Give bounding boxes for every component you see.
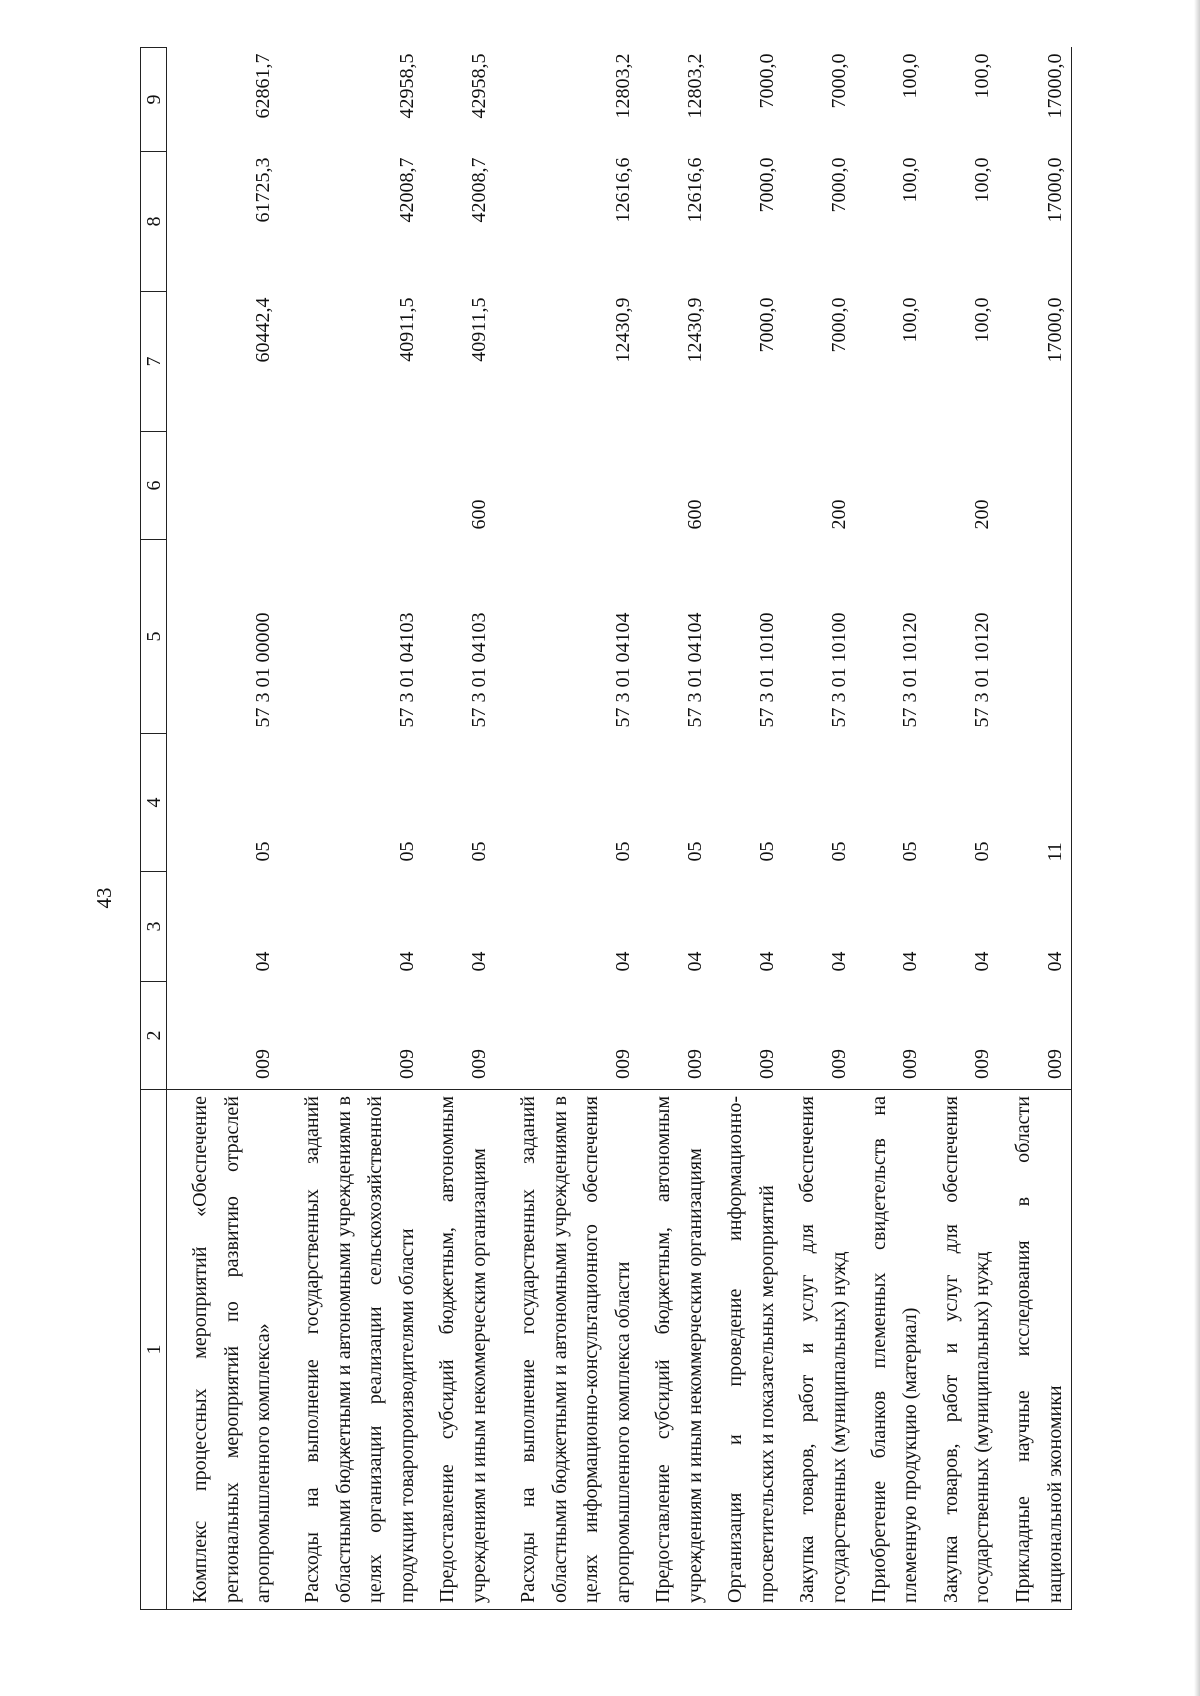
cell-amount-col7: 17000,0 — [999, 292, 1072, 432]
table-row — [167, 48, 280, 1610]
cell-section: 04 — [899, 951, 922, 972]
header-cell-7: 7 — [141, 292, 167, 432]
cell-ministry-code: 009 — [971, 1049, 994, 1079]
cell-expense-type — [711, 432, 783, 540]
cell-section: 04 — [971, 951, 994, 972]
header-cell-5: 5 — [141, 540, 167, 734]
row-name: Организация и проведение информационно-просветительских и показательных мероприятий — [711, 1090, 783, 1610]
cell-ministry-code: 009 — [755, 1049, 778, 1079]
cell-amount-col7: 60442,4 — [252, 297, 275, 363]
cell-amount-col8: 12616,6 — [611, 157, 634, 223]
cell-section: 04 — [755, 951, 778, 972]
cell-target-article: 57 3 01 04104 — [683, 612, 706, 728]
cell-expense-type — [280, 432, 424, 540]
cell-amount-col9: 42958,5 — [467, 53, 490, 119]
cell-target-article: 57 3 01 10100 — [827, 612, 850, 728]
cell-expense-type — [855, 432, 927, 540]
cell-amount-col9: 7000,0 — [827, 53, 850, 109]
cell-amount-col8: 42008,7 — [395, 157, 418, 223]
table-row — [280, 48, 424, 1610]
cell-amount-col9: 7000,0 — [755, 53, 778, 109]
cell-amount-col7: 7000,0 — [755, 297, 778, 353]
header-row — [141, 48, 167, 1610]
cell-amount-col9: 42958,5 — [395, 53, 418, 119]
cell-ministry-code: 009 — [611, 1049, 634, 1079]
cell-section: 04 — [395, 951, 418, 972]
row-name: Расходы на выполнение государственных заданий областными бюджетными и автономными учреждениями в целях организации реализации сельскохозяйственной продукции товаропроизводителями области — [280, 1090, 424, 1610]
page-number: 43 — [92, 887, 116, 909]
row-name: Предоставление субсидий бюджетным, автономным учреждениям и иным некоммерческим организациям — [423, 1090, 495, 1610]
header-cell-2: 2 — [141, 982, 167, 1090]
table-row — [495, 48, 639, 1610]
cell-amount-col9: 12803,2 — [683, 53, 706, 119]
header-cell-4: 4 — [141, 734, 167, 872]
cell-amount-col9: 62861,7 — [252, 53, 275, 119]
cell-target-article: 57 3 01 04103 — [467, 612, 490, 728]
cell-target-article: 57 3 01 10120 — [899, 612, 922, 728]
cell-amount-col9: 100,0 — [899, 53, 922, 99]
cell-ministry-code: 009 — [899, 1049, 922, 1079]
cell-section: 04 — [827, 951, 850, 972]
header-cell-3: 3 — [141, 872, 167, 982]
cell-subsection: 05 — [611, 841, 634, 862]
cell-amount-col7: 12430,9 — [683, 297, 706, 363]
cell-subsection: 05 — [467, 841, 490, 862]
cell-subsection: 05 — [683, 841, 706, 862]
cell-subsection: 05 — [827, 841, 850, 862]
cell-expense-type: 200 — [827, 499, 850, 530]
cell-amount-col8: 42008,7 — [467, 157, 490, 223]
cell-amount-col7: 100,0 — [971, 297, 994, 343]
cell-target-article: 57 3 01 10100 — [755, 612, 778, 728]
header-cell-8: 8 — [141, 152, 167, 292]
row-name: Комплекс процессных мероприятий «Обеспечение региональных мероприятий по развитию отраслей агропромышленного комплекса» — [167, 1090, 280, 1610]
cell-target-article — [999, 540, 1072, 734]
cell-ministry-code: 009 — [467, 1049, 490, 1079]
budget-table — [140, 47, 1072, 1610]
cell-amount-col9: 17000,0 — [999, 48, 1072, 152]
header-cell-6: 6 — [141, 432, 167, 540]
row-name: Расходы на выполнение государственных заданий областными бюджетными и автономными учреждениями в целях информационно-консультационного обеспечения агропромышленного комплекса области — [495, 1090, 639, 1610]
cell-amount-col8: 17000,0 — [999, 152, 1072, 292]
cell-amount-col8: 100,0 — [971, 157, 994, 203]
cell-amount-col9: 12803,2 — [611, 53, 634, 119]
cell-ministry-code: 009 — [999, 982, 1072, 1090]
row-name: Прикладные научные исследования в области национальной экономики — [999, 1090, 1072, 1610]
table-row — [927, 48, 999, 1610]
cell-amount-col8: 7000,0 — [827, 157, 850, 213]
cell-amount-col7: 100,0 — [899, 297, 922, 343]
cell-ministry-code: 009 — [683, 1049, 706, 1079]
cell-expense-type — [999, 432, 1072, 540]
table-row — [423, 48, 495, 1610]
cell-section: 04 — [467, 951, 490, 972]
cell-subsection: 05 — [899, 841, 922, 862]
table-row — [999, 48, 1072, 1610]
cell-subsection: 05 — [971, 841, 994, 862]
cell-target-article: 57 3 01 10120 — [971, 612, 994, 728]
cell-expense-type — [167, 432, 280, 540]
cell-expense-type: 600 — [683, 499, 706, 530]
cell-subsection: 05 — [395, 841, 418, 862]
cell-subsection: 11 — [999, 734, 1072, 872]
cell-expense-type: 200 — [971, 499, 994, 530]
cell-ministry-code: 009 — [827, 1049, 850, 1079]
cell-amount-col7: 7000,0 — [827, 297, 850, 353]
cell-expense-type: 600 — [467, 499, 490, 530]
cell-amount-col8: 61725,3 — [252, 157, 275, 223]
table-row — [855, 48, 927, 1610]
cell-amount-col7: 12430,9 — [611, 297, 634, 363]
table-row — [639, 48, 711, 1610]
table-row — [783, 48, 855, 1610]
cell-ministry-code: 009 — [395, 1049, 418, 1079]
row-name: Предоставление субсидий бюджетным, автономным учреждениям и иным некоммерческим организациям — [639, 1090, 711, 1610]
cell-ministry-code: 009 — [252, 1049, 275, 1079]
cell-target-article: 57 3 01 04103 — [395, 612, 418, 728]
cell-section: 04 — [611, 951, 634, 972]
cell-amount-col8: 7000,0 — [755, 157, 778, 213]
cell-amount-col7: 40911,5 — [395, 297, 418, 362]
table-row — [711, 48, 783, 1610]
cell-section: 04 — [252, 951, 275, 972]
row-name: Приобретение бланков племенных свидетельств на племенную продукцию (материал) — [855, 1090, 927, 1610]
cell-amount-col8: 100,0 — [899, 157, 922, 203]
header-cell-1: 1 — [141, 1090, 167, 1610]
cell-target-article: 57 3 01 00000 — [252, 612, 275, 728]
cell-subsection: 05 — [755, 841, 778, 862]
cell-target-article: 57 3 01 04104 — [611, 612, 634, 728]
cell-section: 04 — [999, 872, 1072, 982]
cell-amount-col7: 40911,5 — [467, 297, 490, 362]
header-cell-9: 9 — [141, 48, 167, 152]
row-name: Закупка товаров, работ и услуг для обеспечения государственных (муниципальных) нужд — [927, 1090, 999, 1610]
cell-subsection: 05 — [252, 841, 275, 862]
cell-amount-col9: 100,0 — [971, 53, 994, 99]
cell-amount-col8: 12616,6 — [683, 157, 706, 223]
cell-section: 04 — [683, 951, 706, 972]
row-name: Закупка товаров, работ и услуг для обеспечения государственных (муниципальных) нужд — [783, 1090, 855, 1610]
rotated-page — [0, 53, 1200, 1696]
cell-expense-type — [495, 432, 639, 540]
